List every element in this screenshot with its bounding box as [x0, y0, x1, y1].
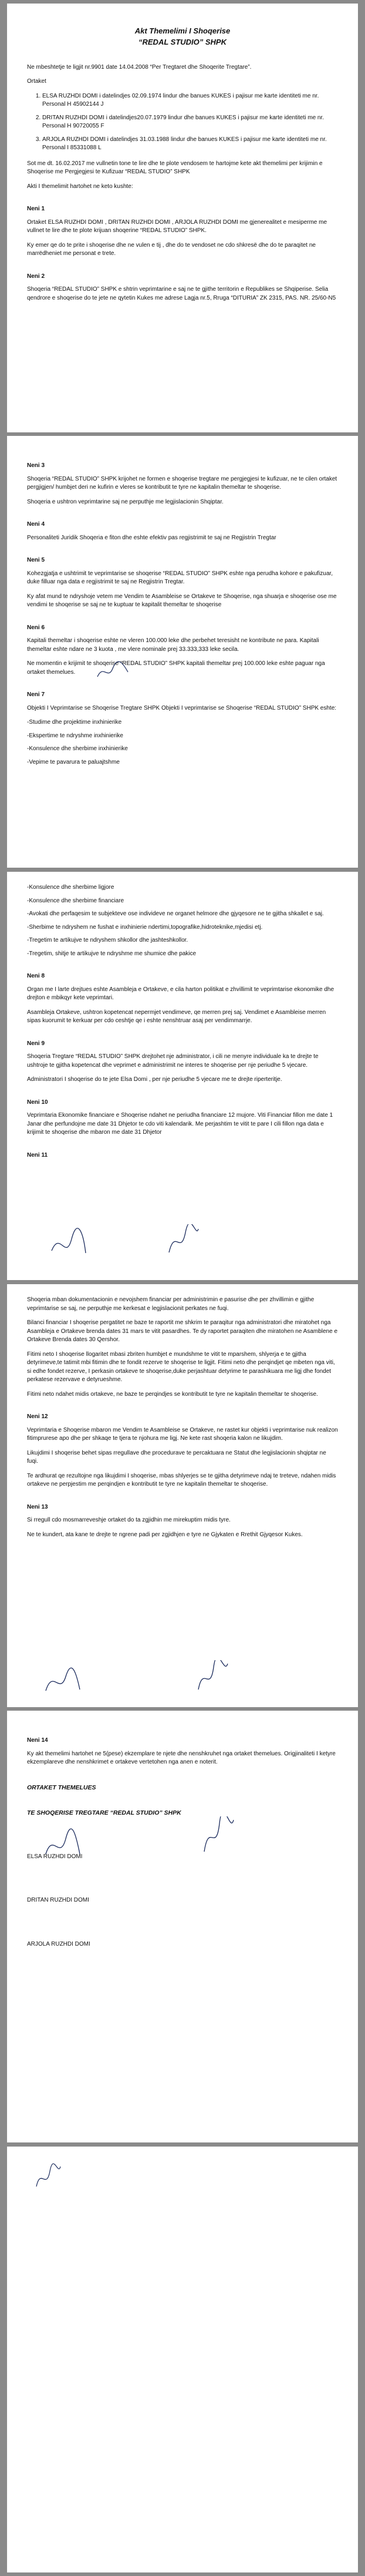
signature-heading: ORTAKET THEMELUES: [27, 1784, 96, 1791]
list-item: - Konsulence dhe sherbime ligjore: [27, 884, 338, 892]
paragraph: Sot me dt. 16.02.2017 me vullnetin tone te lire dhe te plote vendosem te hartojme kete akt themelimi per krijimin e Shoqerise me Pergjegjesi te Kufizuar “REDAL STUDIO” SHPK: [27, 160, 323, 176]
paragraph: Ne mbeshtetje te ligjit nr.9901 date 14.04.2008 “Per Tregtaret dhe Shoqerite Tregtare”.: [27, 63, 252, 70]
list-item: 3. ARJOLA RUZHDI DOMI i datelindjes 31.03.1988 lindur dhe banues KUKES i pajisur me karte identiteti me nr. Personal I 85331088 L: [42, 136, 338, 153]
paragraph: Ky emer qe do te prite i shoqerise dhe ne vulen e tij , dhe do te vendoset ne cdo shkresë dhe do te paraqitet ne marrëdheniet me personat e trete.: [27, 241, 316, 257]
paragraph: Te ardhurat qe rezultojne nga likujdimi I shoqerise, mbas shlyerjes se te gjitha detyrimeve ndaj te treteve, ndahen midis ortakeve ne perpjestim me perqindjen e kontributit te tyre ne kapitalin themeltar te shoqerise.: [27, 1472, 336, 1487]
paragraph: Ne te kundert, ata kane te drejte te ngrene padi per zgjidhjen e tyre ne Gjykaten e Rrethit Gjyqesor Kukes.: [27, 1531, 303, 1538]
signatory-name: ELSA RUZHDI DOMI: [27, 1853, 83, 1860]
paragraph: Shoqeria e ushtron veprimtarine saj ne perputhje me legjislacionin Shqiptar.: [27, 498, 224, 505]
article-heading: Neni 5: [27, 557, 45, 563]
document-title: Akt Themelimi I Shoqerise: [134, 26, 231, 35]
paragraph: Ne momentin e krijimit te shoqerise “REDAL STUDIO” SHPK kapitali themeltar prej 100.000 leke eshte paguar nga ortaket themelues.: [27, 660, 325, 676]
signature-scribble: [95, 659, 130, 683]
paragraph: Shoqeria “REDAL STUDIO” SHPK e shtrin veprimtarine e saj ne te gjithe territorin e Republikes se Shqiperise. Selia qendrore e shoqerise do te jete ne qytetin Kukes me adrese Lagja nr.5, Rruga “DITURIA” ZK 2315, PAS. NR. 25/60-N5: [27, 286, 336, 301]
document-page-1: [7, 4, 358, 432]
signature-scribble: [33, 2163, 63, 2192]
paragraph: Kohezgjatja e ushtrimit te veprimtarise se shoqerise “REDAL STUDIO” SHPK eshte nga perudha kohore e pakufizuar, duke filluar nga data e regjistrimit te saj ne Regjistrin Tregtar.: [27, 570, 333, 585]
company-name: “REDAL STUDIO” SHPK: [138, 37, 227, 46]
article-heading: Neni 12: [27, 1413, 48, 1420]
signature-scribble: [42, 1828, 83, 1863]
paragraph: Ky afat mund te ndryshoje vetem me Vendim te Asambleise se Ortakeve te Shoqerise, nga shuarja e shoqerise ose me vendimi te shoqerise se saj ne te kuptuar te kapitalit themeltar te shoqerise: [27, 593, 337, 608]
paragraph: Personaliteti Juridik Shoqeria e fiton dhe eshte efektiv pas regjistrimit te saj ne Regjistrin Tregtar: [27, 534, 276, 541]
document-page-3: [7, 872, 358, 1280]
page-2-body: [27, 462, 338, 767]
paragraph: Veprimtaria Ekonomike financiare e Shoqerise ndahet ne periudha financiare 12 mujore. Viti Financiar fillon me date 1 Janar dhe perfundojne me date 31 Dhjetor te cdo viti kalendarik. Me perjashtim te vitit te pare I cili fillon nga data e krijimit te shoqerise dhe mbaron me date 31 Dhjetor: [27, 1112, 333, 1136]
paragraph: Ortaket ELSA RUZHDI DOMI , DRITAN RUZHDI DOMI , ARJOLA RUZHDI DOMI me gjenerealitet e mesiperme me vullnet te lire dhe te plote krijuan shoqerine “REDAL STUDIO” SHPK.: [27, 219, 327, 234]
page-3-body: [27, 884, 338, 1160]
paragraph: Kapitali themeltar i shoqerise eshte ne vleren 100.000 leke dhe perbehet teresisht ne kontribute ne para. Kapitali themeltar eshte ndare ne 3 kuota , me vlere nominale prej 33.333,333 leke secila.: [27, 637, 319, 653]
list-item: - Avokati dhe perfaqesim te subjekteve ose individeve ne organet helmore dhe gjyqesore ne te gjitha shkallet e saj.: [27, 910, 338, 919]
paragraph: Organ me I larte drejtues eshte Asambleja e Ortakeve, e cila harton politikat e zhvillimit te veprimtarise ekonomike dhe drejton e mbikqyr kete veprimtari.: [27, 986, 334, 1001]
paragraph: Akti I themelimit hartohet ne keto kushte:: [27, 183, 133, 190]
dash-list: [27, 718, 338, 767]
signature-scribble: [195, 1660, 230, 1695]
document-page-2: [7, 436, 358, 868]
document-page-6: [7, 2147, 358, 2572]
article-heading: Neni 2: [27, 273, 45, 280]
paragraph: Shoqeria mban dokumentacionin e nevojshem financiar per administrimin e pasurise dhe per zhvillimin e gjithe veprimtarise se saj, ne perputhje me kerkesat e legjislacionit perkates ne fuqi.: [27, 1297, 315, 1312]
paragraph: Administratori I shoqerise do te jete Elsa Domi , per nje periudhe 5 vjecare me te drejte riperteritje.: [27, 1076, 282, 1083]
article-heading: Neni 10: [27, 1099, 48, 1106]
article-heading: Neni 7: [27, 691, 45, 698]
paragraph: Si rregull cdo mosmarreveshje ortaket do ta zgjidhin me mirekuptim midis tyre.: [27, 1517, 231, 1523]
article-heading: Neni 9: [27, 1040, 45, 1047]
list-item: - Konsulence dhe sherbime inxhinierike: [27, 745, 338, 754]
list-item: - Tregetim te artikujve te ndryshem shkollor dhe jashteshkollor.: [27, 936, 338, 945]
document-page-5: [7, 1711, 358, 2142]
page-1-body: [27, 63, 338, 303]
article-heading: Neni 3: [27, 462, 45, 469]
list-item: - Tregetim, shitje te artikujve te ndryshme me shumice dhe pakice: [27, 950, 338, 959]
article-heading: Neni 14: [27, 1737, 48, 1744]
paragraph: Fitimi neto ndahet midis ortakeve, ne baze te perqindjes se kontributit te tyre ne kapitalin themeltar te shoqerise.: [27, 1391, 318, 1398]
article-heading: Neni 13: [27, 1503, 48, 1510]
list-item: - Konsulence dhe sherbime financiare: [27, 897, 338, 906]
article-heading: Neni 8: [27, 973, 45, 979]
numbered-list: [27, 92, 338, 153]
page-4-body: [27, 1296, 338, 1539]
article-heading: Neni 6: [27, 624, 45, 631]
list-item: - Studime dhe projektime inxhinierike: [27, 718, 338, 727]
document-page-4: [7, 1284, 358, 1707]
signatory-name: ARJOLA RUZHDI DOMI: [27, 1940, 90, 1947]
list-item: - Sherbime te ndryshem ne fushat e inxhinierie ndertimi,topografike,hidroteknike,mjedisi etj.: [27, 923, 338, 932]
dash-list: [27, 884, 338, 958]
paragraph: Likujdimi I shoqerise behet sipas rregullave dhe procedurave te percaktuara ne Statut dhe legjislacionin shqiptar ne fuqi.: [27, 1449, 326, 1465]
article-heading: Neni 11: [27, 1151, 48, 1158]
paragraph: Ky akt themelimi hartohet ne 5(pese) ekzemplare te njete dhe nenshkruhet nga ortaket themelues. Origjinaliteti I ketyre ekzemplareve dhe nenshkrimet e ortakeve vertetohen nga anen e noterit.: [27, 1750, 336, 1765]
signature-scribble: [165, 1224, 201, 1260]
signature-scribble: [201, 1816, 236, 1858]
paragraph: Objekti I Veprimtarise se Shoqerise Tregtare SHPK Objekti I veprimtarise se Shoqerise “REDAL STUDIO” SHPK eshte:: [27, 704, 337, 711]
list-item: 1. ELSA RUZHDI DOMI i datelindjes 02.09.1974 lindur dhe banues KUKES i pajisur me karte identiteti me nr. Personal H 45902144 J: [42, 92, 338, 109]
list-item: 2. DRITAN RUZHDI DOMI i datelindjes20.07.1979 lindur dhe banues KUKES i pajisur me karte identiteti me nr. Personal H 90720055 F: [42, 114, 338, 131]
article-heading: Neni 1: [27, 206, 45, 213]
signature-heading: TE SHOQERISE TREGTARE “REDAL STUDIO” SHPK: [27, 1809, 181, 1816]
paragraph: Fitimi neto I shoqerise llogaritet mbasi zbriten humbjet e mundshme te vitit te mparshem, shlyerja e te gjitha detyrimeve,te tatimit mbi fitimin dhe te fondit rezerve te shoqerise te ligjit. Fitimi neto dhe perqindjet qe mbeten nga viti, si edhe fondet rezerve, I perkasin ortakeve te shoqerise,duke perjashtuar detyrime te parashikuara me ligj dhe fondet perkatese rezervave e detyrueshme.: [27, 1351, 335, 1383]
paragraph: Shoqeria Tregtare “REDAL STUDIO” SHPK drejtohet nje administrator, i cili ne menyre individuale ka te drejte te ushtroje te gjitha kopetencat dhe veprimet e administrimit ne interes te shoqerise per nje periudhe 5 vjecare.: [27, 1053, 319, 1069]
paragraph: Veprimtaria e Shoqerise mbaron me Vendim te Asambleise se Ortakeve, ne rastet kur objekti i veprimtarise nuk realizon fitimprurese apo dhe per shkaqe te tjera te njohura me ligj. Ne kete rast shoqeria kalon ne likujdim.: [27, 1426, 338, 1442]
paragraph: Shoqeria “REDAL STUDIO” SHPK krijohet ne formen e shoqerise tregtare me pergjegjesi te kufizuar, ne te cilen ortaket pergjigjen/ humbjet deri ne kufirin e vleres se kontributit te tyre ne kapitalin themeltar te shoqerise.: [27, 475, 337, 491]
list-item: - Ekspertime te ndryshme inxhinierike: [27, 732, 338, 741]
list-item: - Vepime te pavarura te paluajtshme: [27, 758, 338, 767]
signature-scribble: [42, 1666, 83, 1698]
signatory-name: DRITAN RUZHDI DOMI: [27, 1897, 89, 1904]
article-heading: Neni 4: [27, 521, 45, 528]
paragraph: Asambleja Ortakeve, ushtron kopetencat nepermjet vendimeve, qe merren prej saj. Vendimet e Asambleise merren sipas kuorumit te kerkuar per cdo ceshtje qe i eshte nenshtruar asaj per vendimmarrje.: [27, 1009, 326, 1024]
signature-scribble: [48, 1227, 89, 1262]
paragraph: Ortaket: [27, 78, 46, 85]
paragraph: Bilanci financiar I shoqerise pergatitet ne baze te raportit me shkrim te paraqitur nga administratori dhe miratohet nga Asambleja e Ortakeve brenda dates 31 mars te vitit pasardhes. Te dy raportet paraqiten dhe miratohen ne Asamblene e Ortakeve Brenda dates 30 Qershor.: [27, 1319, 338, 1343]
